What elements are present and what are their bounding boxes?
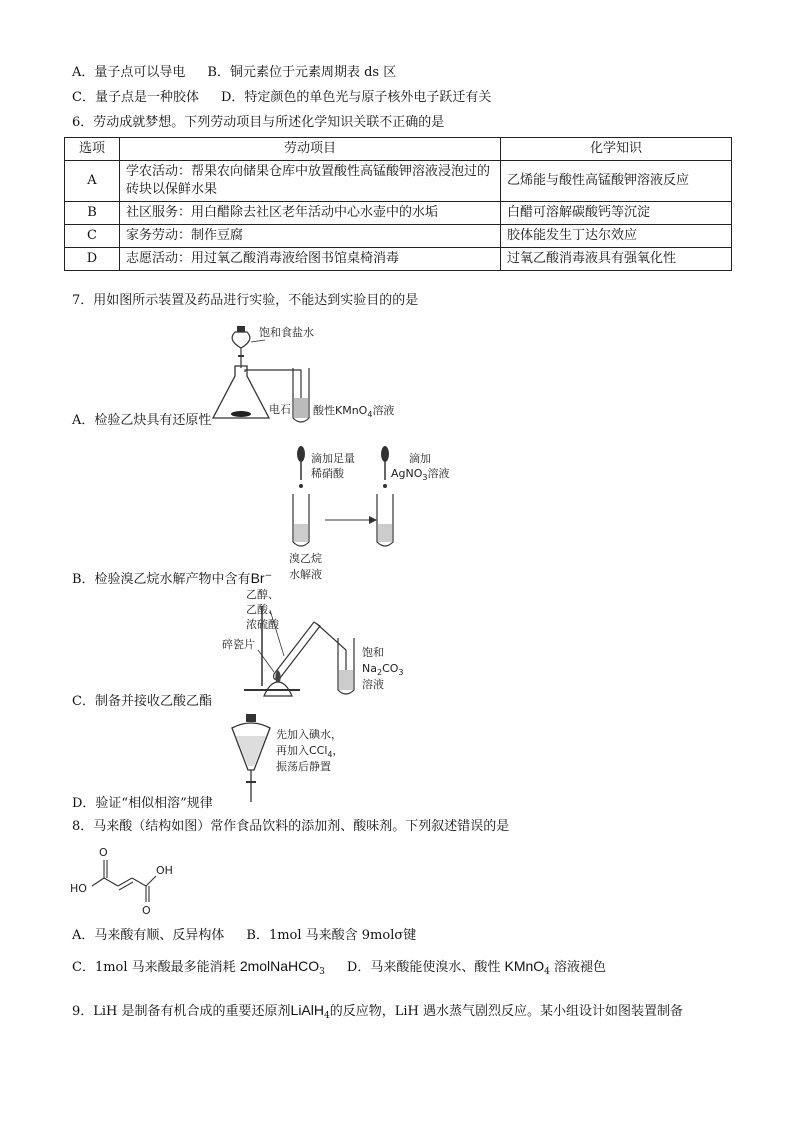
row-knowledge: 白醋可溶解碳酸钙等沉淀 xyxy=(501,202,732,225)
fig-b-label-hydrolysate-2: 水解液 xyxy=(289,568,322,581)
header-option: 选项 xyxy=(65,138,120,161)
q7-option-a: A．检验乙炔具有还原性 xyxy=(72,413,212,428)
q8-options-row1 xyxy=(72,927,416,945)
fig-d-label-ccl4: 再加入CCl$_4$， xyxy=(276,744,344,759)
q8-options-row2 xyxy=(72,957,606,981)
q7-option-c: C．制备并接收乙酸乙酯 xyxy=(72,694,212,709)
q5-option-d: D．特定颜色的单色光与原子核外电子跃迁有关 xyxy=(220,90,492,105)
figure-bromide-test xyxy=(285,438,465,583)
figure-ester-apparatus xyxy=(222,586,412,702)
row-project: 学农活动：帮果农向储果仓库中放置酸性高锰酸钾溶液浸泡过的砖块以保鲜水果 xyxy=(120,161,501,202)
maleic-acid-structure xyxy=(68,842,178,918)
q8-option-c: C．1mol 马来酸最多能消耗 2molNaHCO$_3$ xyxy=(72,958,325,977)
table-row xyxy=(65,202,732,225)
row-knowledge: 乙烯能与酸性高锰酸钾溶液反应 xyxy=(501,161,732,202)
fig-d-label-iodine: 先加入碘水， xyxy=(276,728,342,741)
fig-c-label-na2co3: $Na_2CO_3$ xyxy=(362,662,404,677)
header-project: 劳动项目 xyxy=(120,138,501,161)
struct-o-bottom: O xyxy=(142,904,151,917)
fig-a-label-brine: 饱和食盐水 xyxy=(259,326,314,339)
figure-separatory-funnel xyxy=(226,710,356,806)
fig-c-label-solution: 溶液 xyxy=(362,678,384,691)
q9-stem: 9．LiH 是制备有机合成的重要还原剂LiAlH$_4$的反应物，LiH 遇水蒸气剧烈反应。某小组设计如图装置制备 xyxy=(72,1002,683,1021)
q8-option-a: A．马来酸有顺、反异构体 xyxy=(72,928,225,943)
q5-options-row2 xyxy=(72,89,491,107)
fig-b-label-silver-2: AgNO$_3$溶液 xyxy=(391,467,450,482)
q7-option-b: B．检验溴乙烷水解产物中含有Br− xyxy=(72,570,273,587)
q6-table xyxy=(64,137,732,271)
fig-c-label-sulfuric: 浓硫酸 xyxy=(246,618,279,631)
q5-option-a: A．量子点可以导电 xyxy=(72,65,186,80)
q8-option-b: B．1mol 马来酸含 9molσ键 xyxy=(246,928,417,943)
row-project: 社区服务：用白醋除去社区老年活动中心水壶中的水垢 xyxy=(120,202,501,225)
table-row xyxy=(65,225,732,248)
fig-c-label-ethanol: 乙醇、 xyxy=(246,588,279,601)
fig-d-label-shake: 振荡后静置 xyxy=(276,760,331,773)
row-option: A xyxy=(65,161,120,202)
q7-option-d: D．验证“相似相溶”规律 xyxy=(72,796,213,811)
fig-b-label-nitric-2: 稀硝酸 xyxy=(311,467,344,480)
fig-c-label-saturated: 饱和 xyxy=(362,646,384,659)
fig-c-label-porcelain: 碎瓷片 xyxy=(222,638,255,651)
table-row xyxy=(65,161,732,202)
fig-c-label-acetic: 乙酸、 xyxy=(246,603,279,616)
q8-stem: 8．马来酸（结构如图）常作食品饮料的添加剂、酸味剂。下列叙述错误的是 xyxy=(72,819,510,834)
row-knowledge: 过氧乙酸消毒液具有强氧化性 xyxy=(501,248,732,271)
row-option: B xyxy=(65,202,120,225)
struct-o-top: O xyxy=(99,846,108,859)
q6-stem: 6．劳动成就梦想。下列劳动项目与所述化学知识关联不正确的是 xyxy=(72,115,445,130)
q5-option-c: C．量子点是一种胶体 xyxy=(72,90,199,105)
row-option: D xyxy=(65,248,120,271)
fig-b-label-silver-1: 滴加 xyxy=(409,452,431,465)
q7-stem: 7．用如图所示装置及药品进行实验，不能达到实验目的的是 xyxy=(72,293,419,308)
row-knowledge: 胶体能发生丁达尔效应 xyxy=(501,225,732,248)
q5-option-b: B．铜元素位于元素周期表 ds 区 xyxy=(207,65,397,80)
q8-option-d: D．马来酸能使溴水、酸性 KMnO$_4$ 溶液褪色 xyxy=(346,958,607,977)
row-option: C xyxy=(65,225,120,248)
fig-a-label-kmno4: 酸性KMnO$_4$溶液 xyxy=(313,404,395,419)
table-header-row xyxy=(65,138,732,161)
row-project: 志愿活动：用过氧乙酸消毒液给图书馆桌椅消毒 xyxy=(120,248,501,271)
fig-b-label-hydrolysate-1: 溴乙烷 xyxy=(289,552,322,565)
figure-acetylene-apparatus xyxy=(205,318,405,428)
row-project: 家务劳动：制作豆腐 xyxy=(120,225,501,248)
q5-options-row1 xyxy=(72,64,396,82)
fig-a-label-calcium-carbide: 电石 xyxy=(269,403,291,416)
fig-b-label-nitric-1: 滴加足量 xyxy=(311,452,355,465)
struct-ho-left: HO xyxy=(70,882,87,895)
struct-oh-right: OH xyxy=(156,864,173,877)
table-row xyxy=(65,248,732,271)
header-knowledge: 化学知识 xyxy=(501,138,732,161)
